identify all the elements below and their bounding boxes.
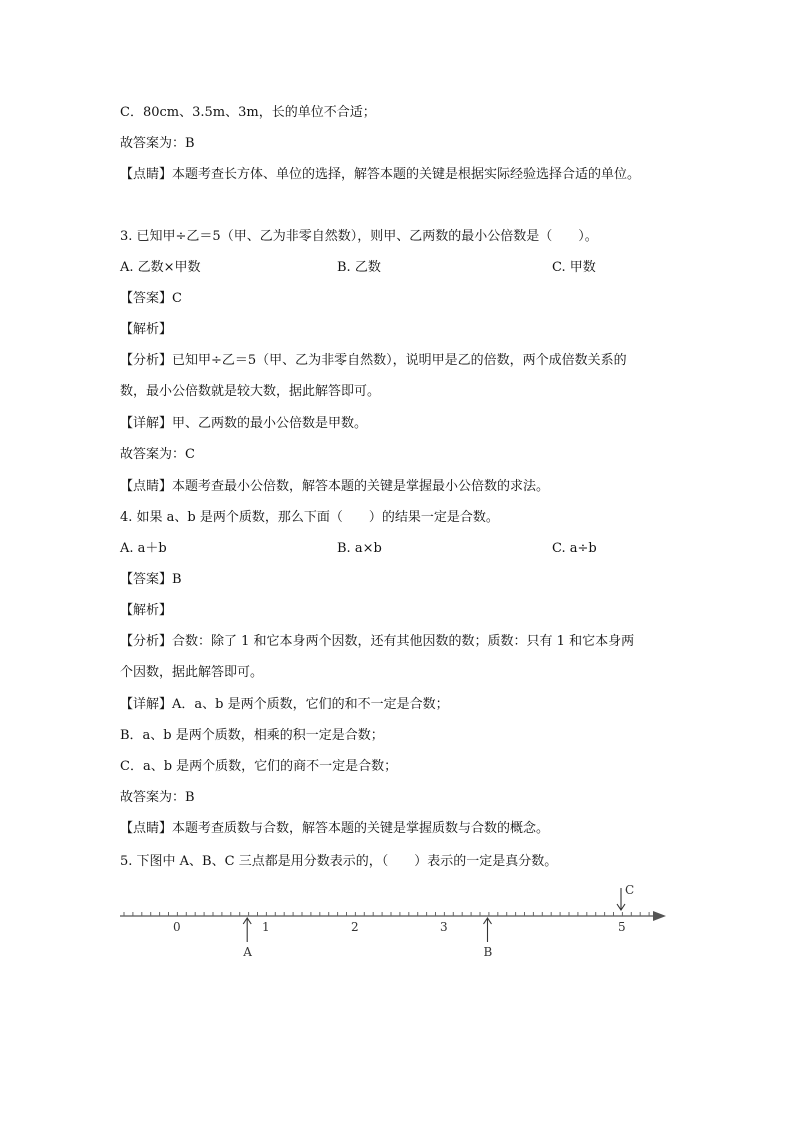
q3-analysis-1: 【分析】已知甲÷乙＝5（甲、乙为非零自然数），说明甲是乙的倍数，两个成倍数关系的 [120,353,627,368]
q4-answer: 【答案】B [120,572,182,587]
point-marker-b [484,918,493,959]
q3-option-a: A. 乙数×甲数 [120,260,201,275]
question-5: 5. 下图中 A、B、C 三点都是用分数表示的，（ ）表示的一定是真分数。 [120,854,558,869]
q4-analysis-2: 个因数，据此解答即可。 [120,665,264,680]
tick-label: 0 [173,920,181,934]
tick-label: 3 [440,920,448,934]
point-label: B [483,945,493,959]
summary-line: 【点睛】本题考查长方体、单位的选择，解答本题的关键是根据实际经验选择合适的单位。 [120,167,641,182]
q4-option-c: C. a÷b [552,541,597,556]
question-4: 4. 如果 a、b 是两个质数，那么下面（ ）的结果一定是合数。 [120,510,499,525]
q4-analysis-1: 【分析】合数：除了 1 和它本身两个因数，还有其他因数的数；质数：只有 1 和它本身两 [120,634,635,649]
number-line-arrowhead [653,911,666,921]
point-label: A [243,945,252,959]
point-marker-a [242,918,252,959]
answer-line: 故答案为：B [120,136,195,151]
q3-analysis-2: 数，最小公倍数就是较大数，据此解答即可。 [120,384,381,399]
q3-option-b: B. 乙数 [337,260,381,275]
point-label: C [625,883,635,897]
q3-answer: 【答案】C [120,291,182,306]
q3-detail: 【详解】甲、乙两数的最小公倍数是甲数。 [120,416,368,431]
question-3: 3. 已知甲÷乙＝5（甲、乙为非零自然数），则甲、乙两数的最小公倍数是（ ）。 [120,229,598,244]
q4-detail-c: C．a、b 是两个质数，它们的商不一定是合数； [120,759,398,774]
q4-summary: 【点睛】本题考查质数与合数，解答本题的关键是掌握质数与合数的概念。 [120,821,550,836]
q4-option-b: B. a×b [337,541,382,556]
q3-option-c: C. 甲数 [552,260,596,275]
number-line-figure [110,880,690,970]
q3-summary: 【点睛】本题考查最小公倍数，解答本题的关键是掌握最小公倍数的求法。 [120,479,550,494]
q4-detail-a: 【详解】A．a、b 是两个质数，它们的和不一定是合数； [120,697,449,712]
point-marker-c [617,883,634,910]
tick-label: 2 [351,920,359,934]
q4-detail-b: B．a、b 是两个质数，相乘的积一定是合数； [120,728,384,743]
q3-final: 故答案为：C [120,447,195,462]
line-unit-c: C．80cm、3.5m、3m，长的单位不合适； [120,105,376,120]
tick-label: 1 [262,920,270,934]
q4-final: 故答案为：B [120,790,195,805]
q4-analysis-heading: 【解析】 [120,603,173,618]
q4-option-a: A. a＋b [120,541,167,556]
q3-analysis-heading: 【解析】 [120,322,173,337]
tick-label: 5 [618,920,626,934]
